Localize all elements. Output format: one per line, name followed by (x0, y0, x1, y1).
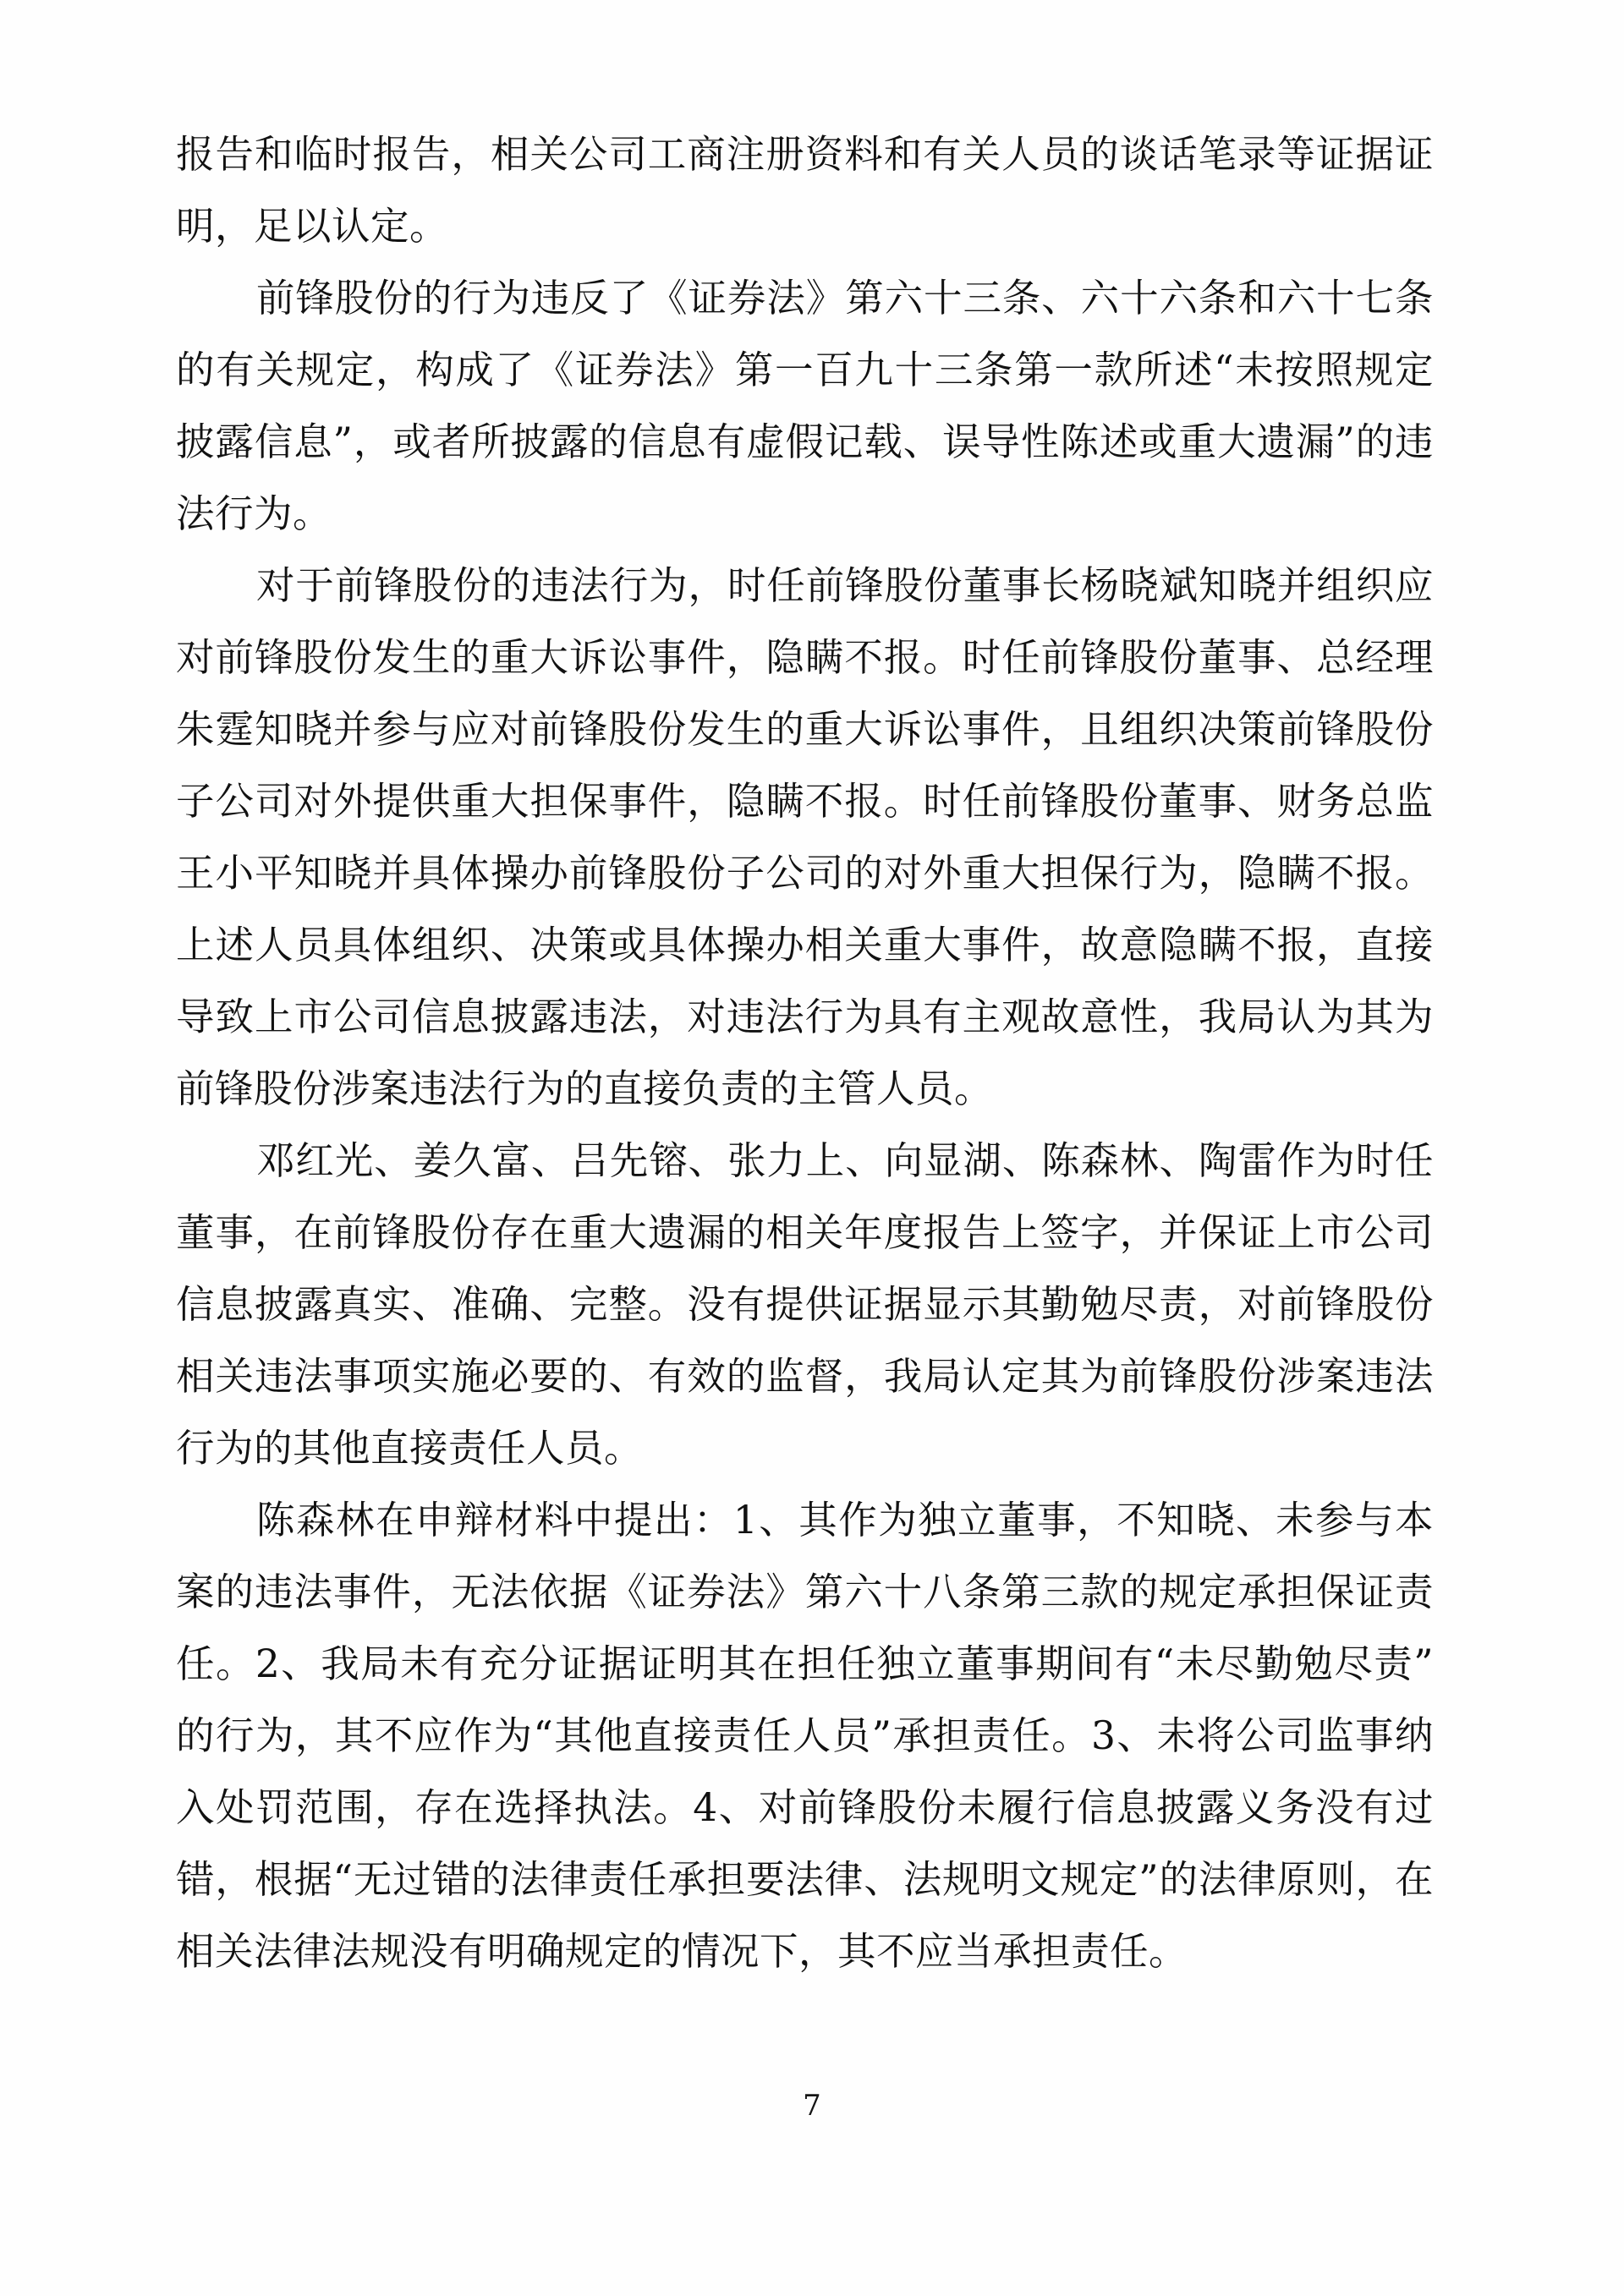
paragraph-5: 陈森林在申辩材料中提出：1、其作为独立董事，不知晓、未参与本案的违法事件，无法依据《证券法》第六十八条第三款的规定承担保证责任。2、我局未有充分证据证明其在担任独立董事期间有“未尽勤勉尽责”的行为，其不应作为“其他直接责任人员”承担责任。3、未将公司监事纳入处罚范围，存在选择执法。4、对前锋股份未履行信息披露义务没有过错，根据“无过错的法律责任承担要法律、法规明文规定”的法律原则，在相关法律法规没有明确规定的情况下，其不应当承担责任。 (176, 1498, 1434, 1974)
page-body (176, 118, 1434, 1987)
paragraph-2: 前锋股份的行为违反了《证券法》第六十三条、六十六条和六十七条的有关规定，构成了《证券法》第一百九十三条第一款所述“未按照规定披露信息”，或者所披露的信息有虚假记载、误导性陈述或重大遗漏”的违法行为。 (176, 276, 1434, 536)
paragraph-3: 对于前锋股份的违法行为，时任前锋股份董事长杨晓斌知晓并组织应对前锋股份发生的重大诉讼事件，隐瞒不报。时任前锋股份董事、总经理朱霆知晓并参与应对前锋股份发生的重大诉讼事件，且组织决策前锋股份子公司对外提供重大担保事件，隐瞒不报。时任前锋股份董事、财务总监王小平知晓并具体操办前锋股份子公司的对外重大担保行为，隐瞒不报。上述人员具体组织、决策或具体操办相关重大事件，故意隐瞒不报，直接导致上市公司信息披露违法，对违法行为具有主观故意性，我局认为其为前锋股份涉案违法行为的直接负责的主管人员。 (176, 563, 1434, 1111)
paragraph-4: 邓红光、姜久富、吕先镕、张力上、向显湖、陈森林、陶雷作为时任董事，在前锋股份存在重大遗漏的相关年度报告上签字，并保证上市公司信息披露真实、准确、完整。没有提供证据显示其勤勉尽责，对前锋股份相关违法事项实施必要的、有效的监督，我局认定其为前锋股份涉案违法行为的其他直接责任人员。 (176, 1138, 1434, 1471)
page-number: 7 (803, 2089, 821, 2123)
paragraph-1: 报告和临时报告，相关公司工商注册资料和有关人员的谈话笔录等证据证明，足以认定。 (176, 132, 1434, 249)
